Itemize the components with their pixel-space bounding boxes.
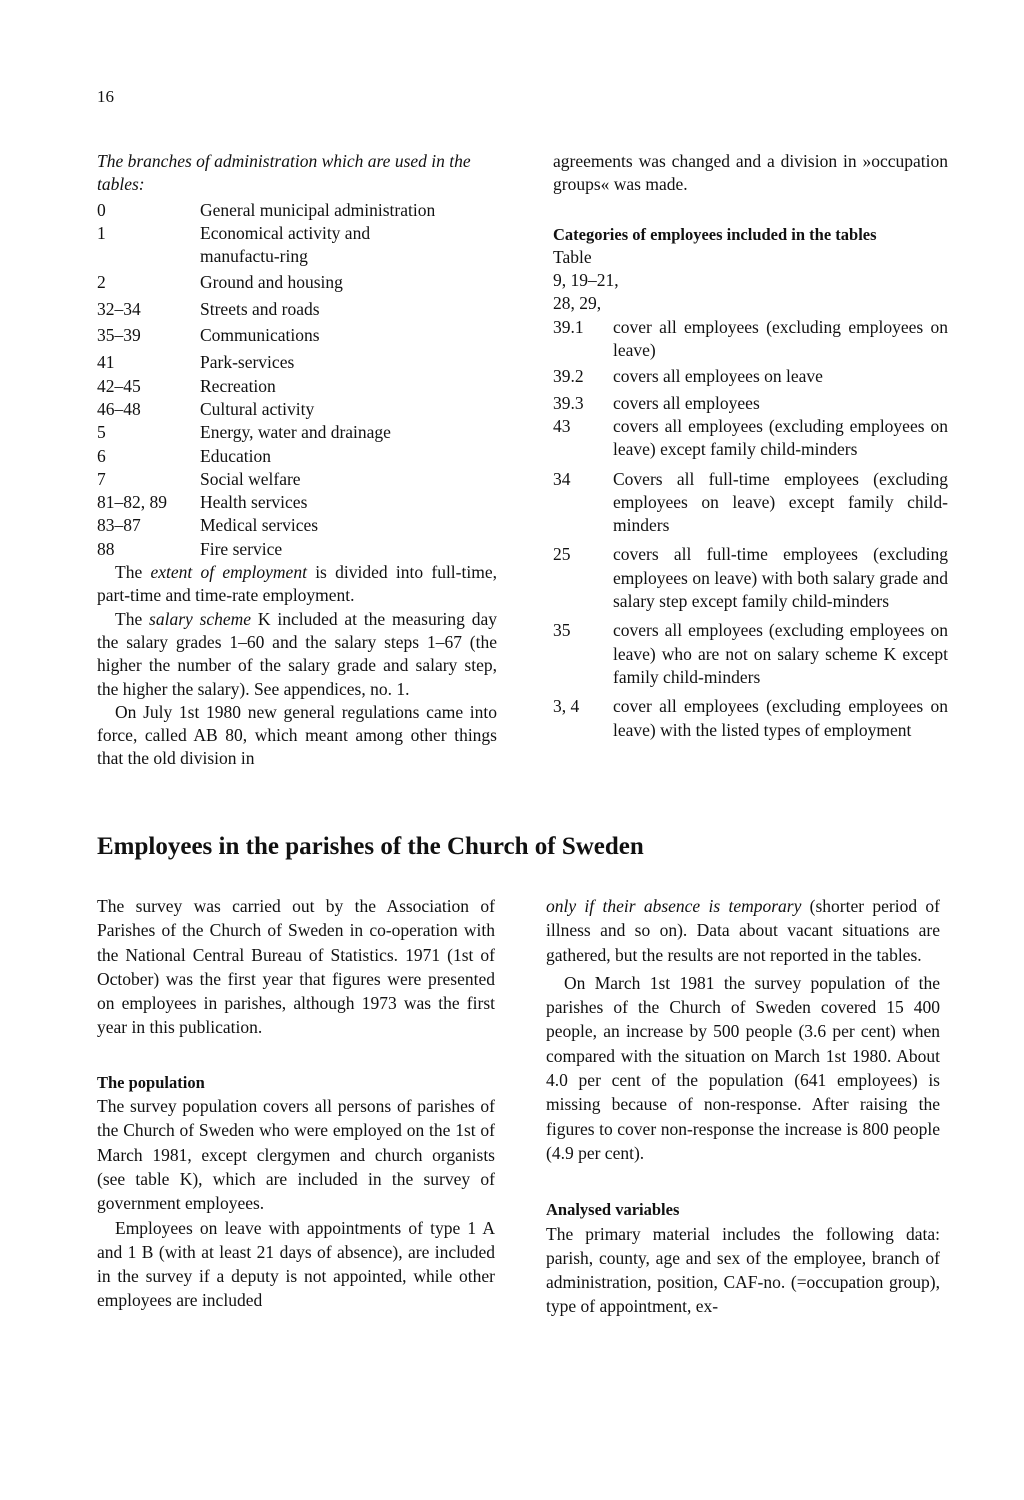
table-label: Table [553, 246, 592, 267]
categories-list [553, 316, 948, 742]
variables-heading: Analysed variables [546, 1200, 680, 1220]
branch-row: 32–34 Streets and roads [97, 298, 320, 319]
category-row: 39.1 cover all employees (excluding employees on leave) [553, 316, 948, 361]
population-paragraph: The survey population covers all persons of parishes of the Church of Sweden who were employed on the 1st of March 1981, except clergymen and church organists (see table K), which are included in the survey of government employees. [97, 1096, 495, 1214]
branch-row: 6 Education [97, 445, 271, 466]
category-row: 43 covers all employees (excluding employees on leave) except family child-minders [553, 415, 948, 460]
branch-row: 1 Economical activity and manufactu-ring [97, 222, 371, 267]
branch-row: 41 Park-services [97, 352, 295, 373]
branch-row: 83–87 Medical services [97, 515, 319, 536]
extent-paragraph: The extent of employment is divided into full-time, part-time and time-rate employment. [97, 562, 497, 606]
category-row: 39.3 covers all employees [553, 392, 760, 413]
population-heading: The population [97, 1072, 205, 1092]
branch-row: 81–82, 89 Health services [97, 492, 308, 513]
category-row: 34 Covers all full-time employees (excluding employees on leave) except family child-minders [553, 468, 948, 536]
branches-intro: The branches of administration which are used in the tables: [97, 151, 471, 195]
category-row: 3, 4 cover all employees (excluding employees on leave) with the listed types of employment [553, 696, 948, 740]
branch-row: 42–45 Recreation [97, 375, 276, 396]
categories-column [553, 150, 948, 742]
branch-row: 35–39 Communications [97, 325, 320, 346]
category-row: 35 covers all employees (excluding employees on leave) who are not on salary scheme K except family child-minders [553, 620, 948, 687]
branch-row: 2 Ground and housing [97, 272, 343, 293]
continuation-paragraph: agreements was changed and a division in »occupation groups« was made. [553, 151, 948, 195]
category-row: 39.2 covers all employees on leave [553, 366, 823, 387]
absence-paragraph: only if their absence is temporary (shorter period of illness and so on). Data about vacant situations are gathered, but the results are not reported in the tables. [546, 896, 940, 965]
categories-heading: Categories of employees included in the tables [553, 224, 877, 244]
branch-row: 7 Social welfare [97, 468, 301, 489]
branches-list [97, 199, 497, 561]
branch-row: 0 General municipal administration [97, 199, 436, 220]
population-column [546, 894, 940, 1319]
section-title: Employees in the parishes of the Church of Sweden [97, 833, 644, 860]
survey-paragraph: The survey was carried out by the Association of Parishes of the Church of Sweden in co-operation with the National Central Bureau of Statistics. 1971 (1st of October) was the first year that figures were presented on employees in parishes, although 1973 was the first year in this publication. [97, 896, 495, 1038]
page-number: 16 [97, 87, 114, 106]
leave-paragraph: Employees on leave with appointments of type 1 A and 1 B (with at least 21 days of absence), are included in the survey if a deputy is not appointed, while other employees are included [97, 1217, 495, 1311]
salary-paragraph: The salary scheme K included at the measuring day the salary grades 1–60 and the salary steps 1–67 (the higher the number of the salary grade and salary step, the higher the salary). See appendices, no. 1. [97, 608, 497, 699]
branch-row: 46–48 Cultural activity [97, 398, 315, 419]
branch-row: 88 Fire service [97, 538, 283, 559]
branch-row: 5 Energy, water and drainage [97, 422, 391, 443]
survey-column [97, 894, 495, 1313]
branches-column [97, 150, 497, 771]
march-paragraph: On March 1st 1981 the survey population of the parishes of the Church of Sweden covered 15 400 people, an increase by 500 people (3.6 per cent) when compared with the situation on March 1st 1980. About 4.0 per cent of the population (641 employees) is missing because of non-response. After raising the figures to cover non-response the increase is 800 people (4.9 per cent). [546, 972, 940, 1163]
table-list-line: 28, 29, [553, 293, 602, 314]
july-paragraph: On July 1st 1980 new general regulations came into force, called AB 80, which meant among other things that the old division in [97, 701, 497, 769]
category-row: 25 covers all full-time employees (excluding employees on leave) with both salary grade and salary step except family child-minders [553, 544, 948, 612]
table-list-line: 9, 19–21, [553, 270, 619, 291]
variables-paragraph: The primary material includes the following data: parish, county, age and sex of the employee, branch of administration, position, CAF-no. (=occupation group), type of appointment, ex- [546, 1223, 940, 1317]
